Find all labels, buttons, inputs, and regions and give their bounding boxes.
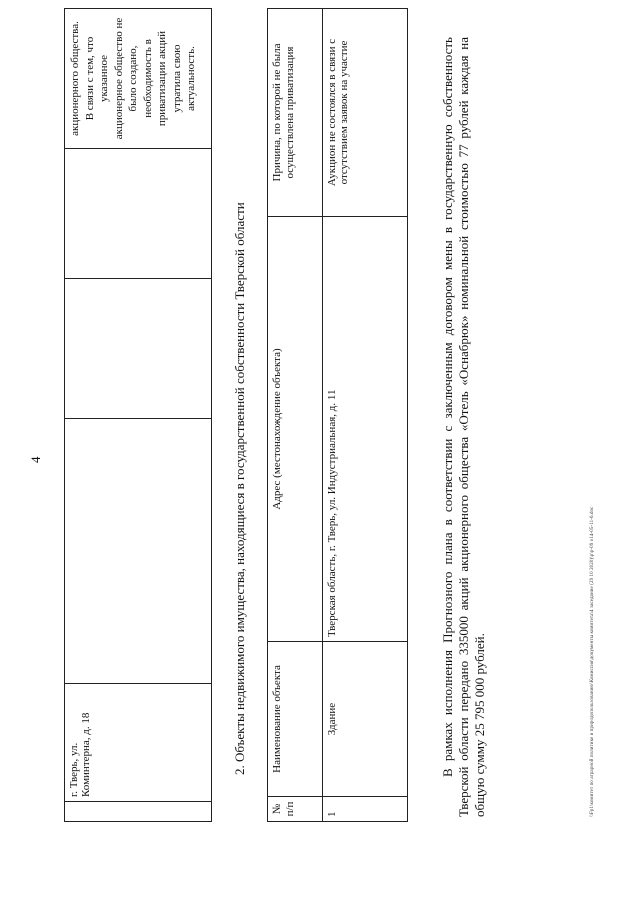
header-name: Наименование объекта	[268, 642, 323, 797]
note-line: утратила свою актуальность.	[170, 44, 197, 113]
note-line: акционерное общество не	[112, 17, 125, 140]
table-cell	[65, 802, 212, 822]
note-line: В связи с тем, что указанное	[83, 36, 110, 121]
address-cell: г. Тверь, ул. Коминтерна, д. 18	[65, 684, 212, 802]
note-line: приватизации акций	[156, 30, 168, 127]
cell-address: Тверская область, г. Тверь, ул. Индустриальная, д. 11	[323, 217, 408, 642]
table-row	[323, 9, 408, 822]
body-paragraph	[440, 37, 488, 817]
note-line: акционерного общества.	[69, 21, 81, 136]
note-line: было создано,	[127, 45, 139, 112]
table-cell	[65, 149, 212, 279]
header-num: № п/п	[268, 797, 323, 822]
paragraph-text: В рамках исполнения Прогнозного плана в соответствии с заключенным договором мены в государственную собственность Тверской области передано 335000 акций акционерного общества «Отель «Оснабрюк» номинальной стоимостью 77 рублей каждая на общую сумму 25 795 000 рублей.	[440, 37, 487, 817]
note-line: необходимость в	[141, 39, 154, 118]
page-number: 4	[28, 456, 43, 463]
table-row	[65, 9, 212, 822]
table-header-row	[268, 9, 323, 822]
footer-path: \\Fp1\комитет по аграрной политике и природопользованию\Комиссия\документы комитета\4 заседание (29 10 2020)\p\р-09 о14-05-11-6.doc	[590, 506, 595, 817]
cell-name: Здание	[323, 642, 408, 797]
property-table	[267, 8, 408, 822]
cell-reason: Аукцион не состоялся в связи с отсутствием заявок на участие	[323, 9, 408, 217]
table-cell	[65, 279, 212, 419]
cell-num: 1	[323, 797, 408, 822]
section-title: 2. Объекты недвижимого имущества, находящиеся в государственной собственности Тверской области	[232, 202, 247, 775]
header-reason: Причина, по которой не была осуществлена приватизация	[268, 9, 323, 217]
table-cell	[65, 419, 212, 684]
continued-table	[64, 8, 212, 822]
note-cell	[65, 9, 212, 149]
header-address: Адрес (местонахождение объекта)	[268, 217, 323, 642]
